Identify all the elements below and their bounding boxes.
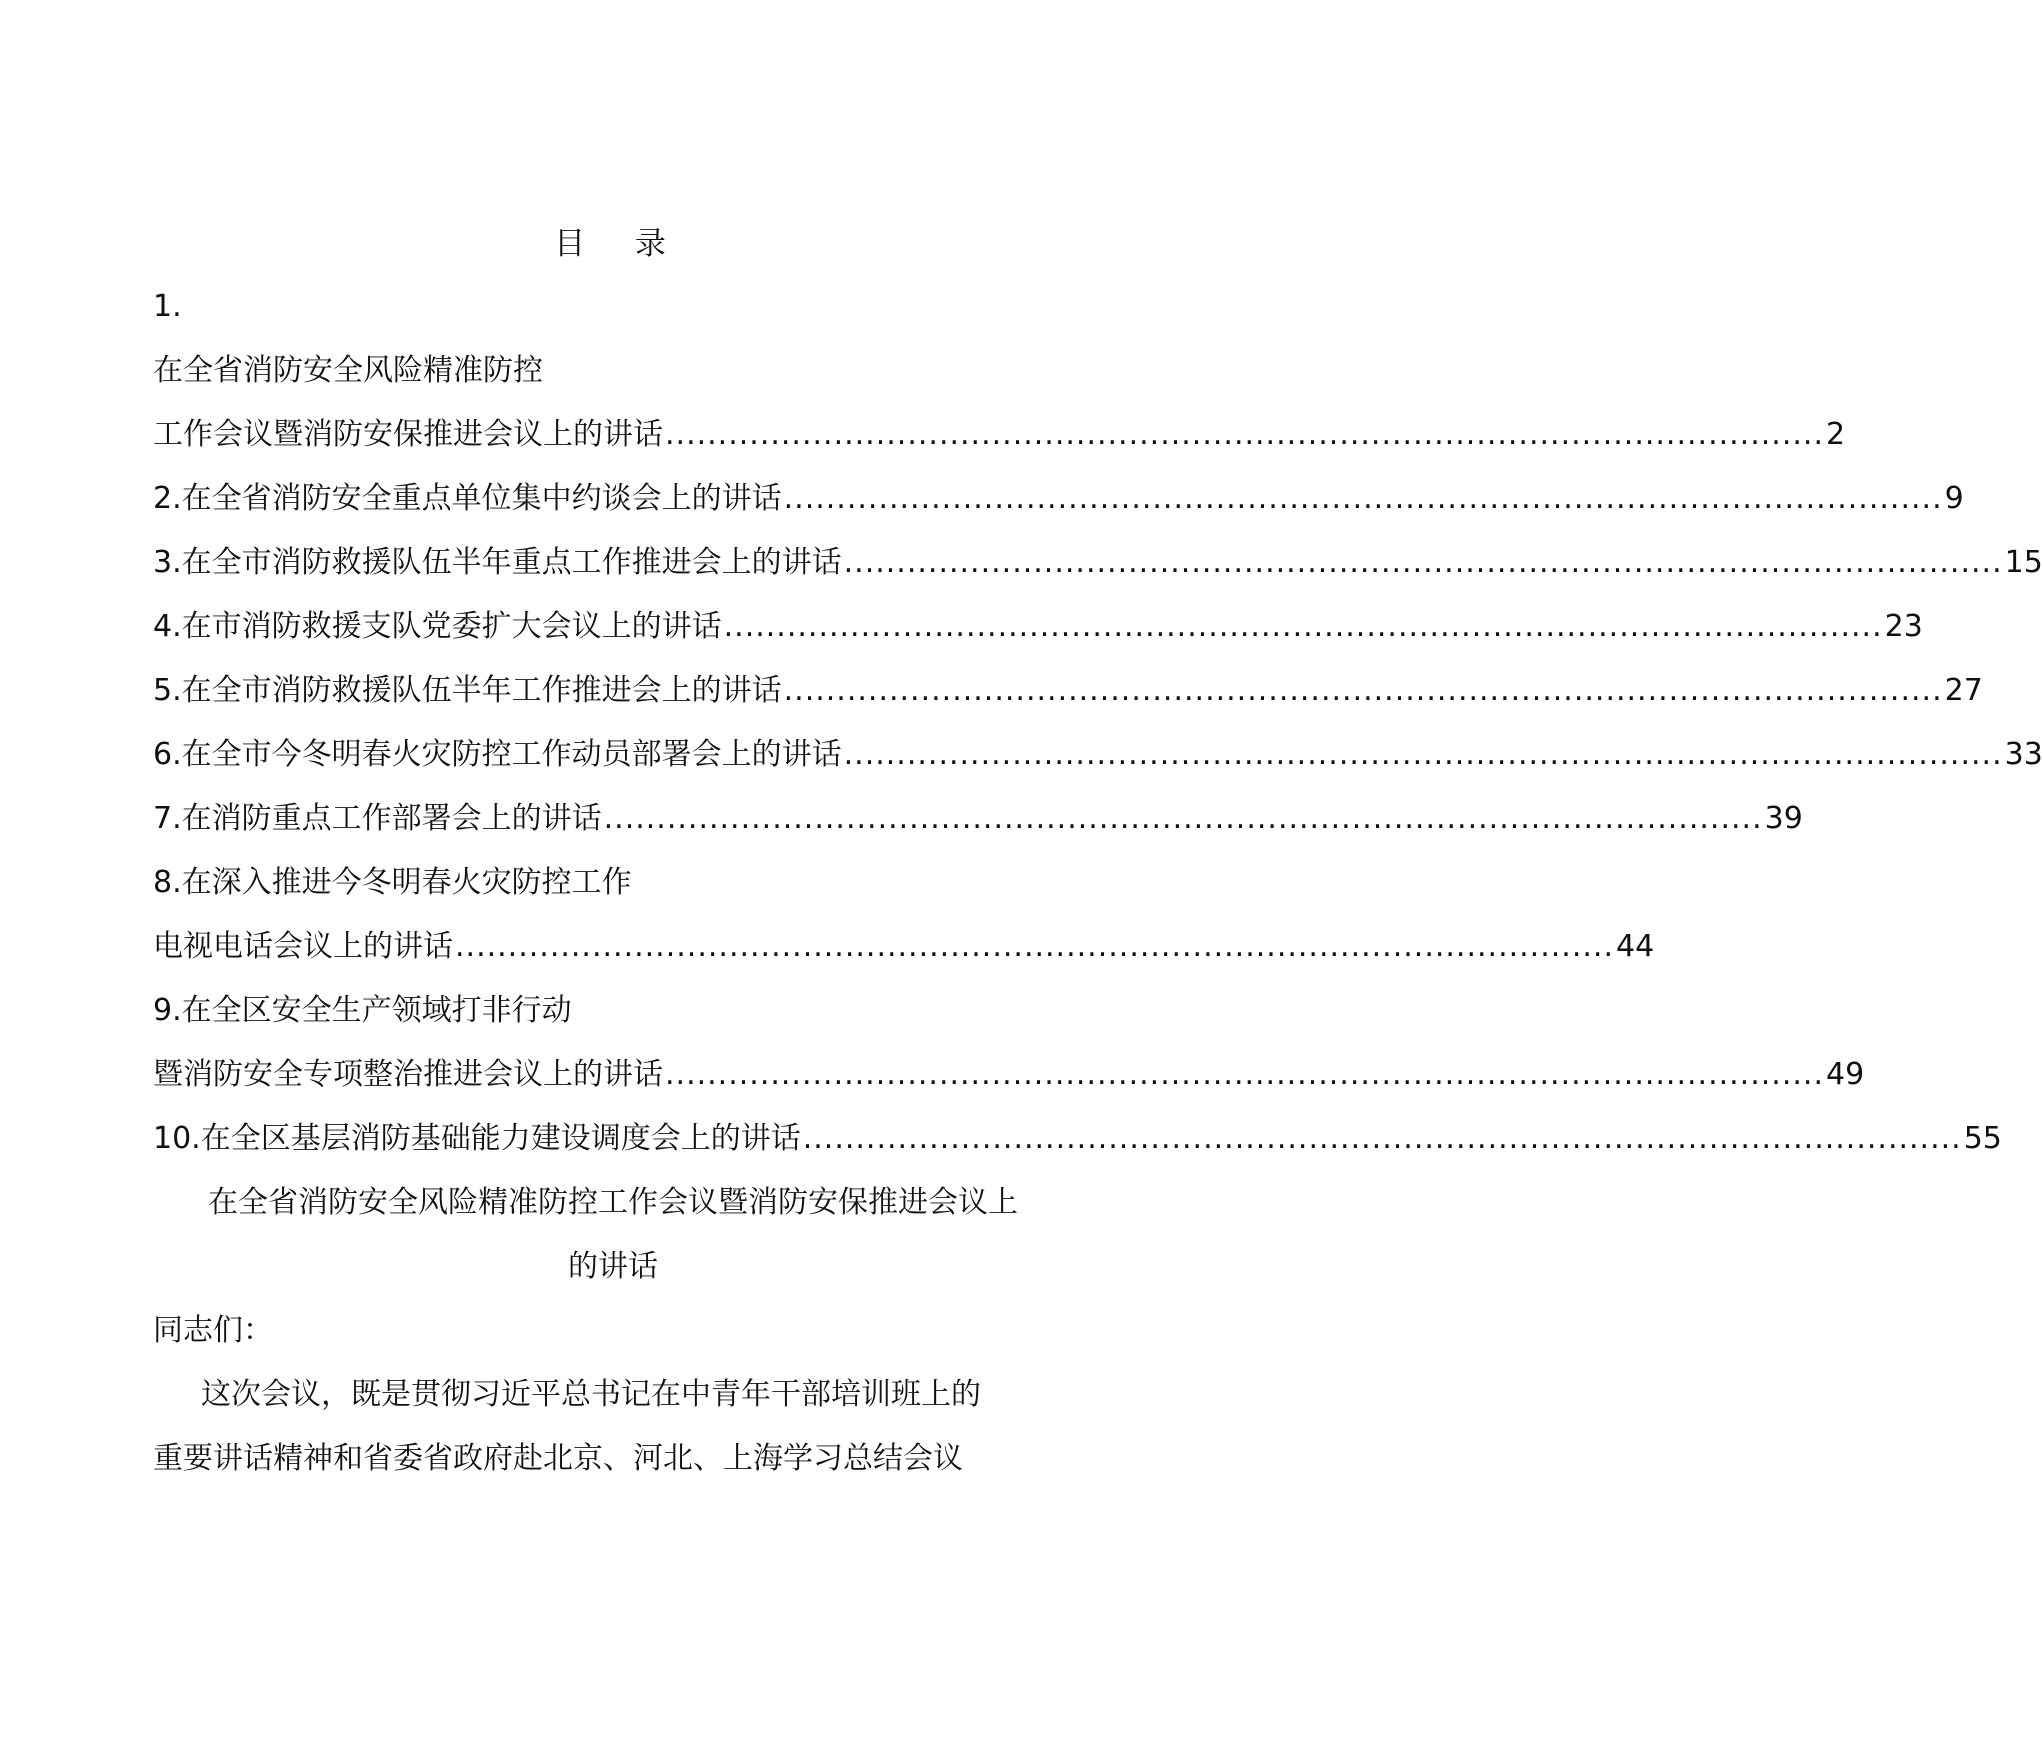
paragraph-line-1: 这次会议，既是贯彻习近平总书记在中青年干部培训班上的	[201, 1377, 981, 1412]
toc-entry-text: 10.在全区基层消防基础能力建设调度会上的讲话	[153, 1121, 801, 1156]
dot-leader: ..............................................................................................................	[783, 481, 1943, 516]
toc-page-number: 9	[1944, 481, 1964, 516]
toc-entry-text: 5.在全市消防救援队伍半年工作推进会上的讲话	[153, 673, 782, 708]
toc-entry-text: 6.在全市今冬明春火灾防控工作动员部署会上的讲话	[153, 737, 842, 772]
toc-entry-text: 4.在市消防救援支队党委扩大会议上的讲话	[153, 609, 722, 644]
toc-entry-8[interactable]	[153, 924, 1655, 970]
salutation: 同志们：	[153, 1313, 273, 1348]
toc-page-number: 23	[1884, 609, 1923, 644]
toc-entry-9[interactable]	[153, 1052, 1865, 1098]
dot-leader: ..............................................................................................................	[665, 417, 1824, 452]
dot-leader: ..............................................................................................................	[603, 801, 1763, 836]
paragraph-line-2: 重要讲话精神和省委省政府赴北京、河北、上海学习总结会议	[153, 1441, 963, 1476]
dot-leader: ..............................................................................................................	[802, 1121, 1962, 1156]
toc-page-number: 55	[1963, 1121, 2002, 1156]
toc-page-number: 44	[1615, 929, 1655, 964]
toc-entry-10[interactable]	[153, 1116, 2002, 1162]
dot-leader: ..............................................................................................................	[455, 929, 1614, 964]
toc-entry-text: 工作会议暨消防安保推进会议上的讲话	[153, 417, 663, 452]
toc-entry-text: 7.在消防重点工作部署会上的讲话	[153, 801, 602, 836]
dot-leader: ..............................................................................................................	[843, 737, 2003, 772]
toc-entry-1-line-2: 在全省消防安全风险精准防控	[153, 353, 543, 388]
toc-title: 目 录	[554, 226, 686, 262]
toc-entry-3[interactable]	[153, 540, 2043, 586]
toc-entry-4[interactable]	[153, 604, 1923, 650]
toc-page-number: 15	[2004, 545, 2043, 580]
toc-entry-8-line-1: 8.在深入推进今冬明春火灾防控工作	[153, 865, 632, 900]
toc-entry-1[interactable]	[153, 412, 1846, 458]
speech-title-line-2: 的讲话	[568, 1249, 658, 1284]
toc-entry-6[interactable]	[153, 732, 2043, 778]
toc-entry-text: 电视电话会议上的讲话	[153, 929, 453, 964]
toc-entry-1-line-1: 1.	[153, 289, 182, 324]
toc-page-number: 33	[2004, 737, 2043, 772]
dot-leader: ..............................................................................................................	[723, 609, 1883, 644]
toc-page-number: 2	[1825, 417, 1846, 452]
toc-entry-text: 3.在全市消防救援队伍半年重点工作推进会上的讲话	[153, 545, 842, 580]
speech-title-line-1: 在全省消防安全风险精准防控工作会议暨消防安保推进会议上	[208, 1185, 1018, 1220]
toc-page-number: 49	[1825, 1057, 1865, 1092]
toc-entry-7[interactable]	[153, 796, 1803, 842]
toc-entry-9-line-1: 9.在全区安全生产领域打非行动	[153, 993, 572, 1028]
toc-entry-text: 暨消防安全专项整治推进会议上的讲话	[153, 1057, 663, 1092]
toc-page-number: 39	[1764, 801, 1803, 836]
toc-entry-5[interactable]	[153, 668, 1983, 714]
toc-page-number: 27	[1944, 673, 1983, 708]
dot-leader: ..............................................................................................................	[665, 1057, 1824, 1092]
dot-leader: ..............................................................................................................	[843, 545, 2003, 580]
toc-entry-text: 2.在全省消防安全重点单位集中约谈会上的讲话	[153, 481, 782, 516]
dot-leader: ..............................................................................................................	[783, 673, 1943, 708]
toc-entry-2[interactable]	[153, 476, 1964, 522]
